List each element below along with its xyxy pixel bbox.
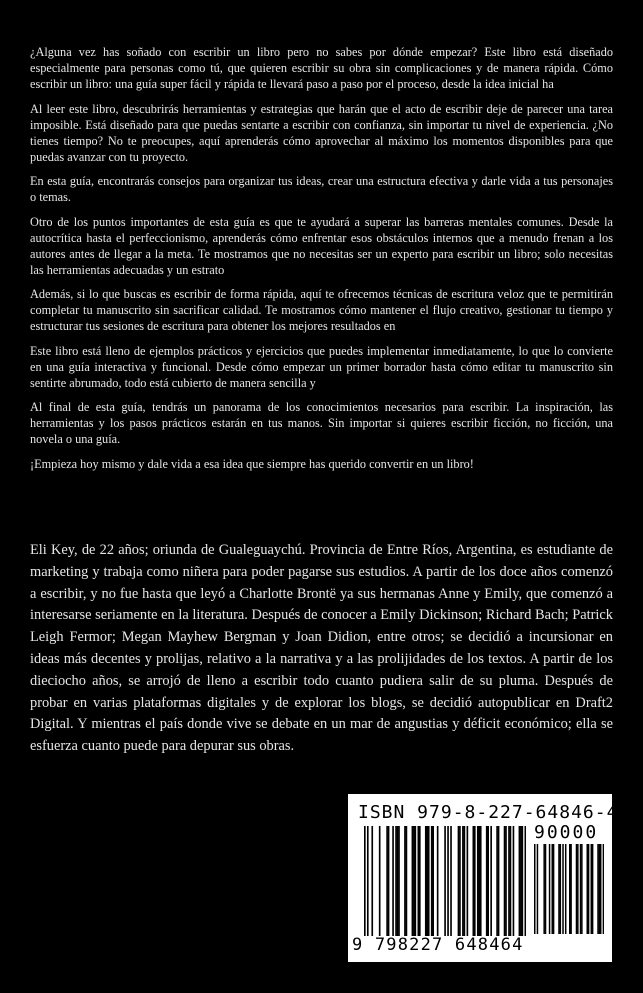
blurb-paragraph: Al final de esta guía, tendrás un panorama de los conocimientos necesarios para escribir. La inspiración, las herramientas y los pasos prácticos estarán en tus manos. Sin importar si quieres escribir ficción, no ficción, una novela o una guía. (30, 400, 613, 446)
blurb-paragraph: Este libro está lleno de ejemplos prácticos y ejercicios que puedes implementar inmediatamente, lo que lo convierte en una guía interactiva y funcional. Desde cómo empezar un primer borrador hasta cómo editar tu manuscrito sin sentirte abrumado, todo está cubierto de manera sencilla y (30, 343, 613, 390)
blurb-paragraph: ¡Empieza hoy mismo y dale vida a esa idea que siempre has querido convertir en un libro! (30, 456, 474, 471)
ean-number: 9 798227 648464 (352, 935, 524, 955)
blurb-paragraph: ¿Alguna vez has soñado con escribir un libro pero no sabes por dónde empezar? Este libro está diseñado especialmente para personas como tú, que quieren escribir su obra sin complicaciones y de manera rápida. Cómo escribir un libro: una guía super fácil y rápida te llevará paso a paso por el proceso, desde la idea inicial ha (30, 45, 613, 91)
blurb-paragraph: Al leer este libro, descubrirás herramientas y estrategias que harán que el acto de escribir deje de parecer una tarea imposible. Está diseñado para que puedas sentarte a escribir con confianza, sin importar tu nivel de experiencia. ¿No tienes tiempo? No te preocupes, aquí aprenderás cómo aprovechar al máximo los momentos disponibles para que puedas avanzar con tu proyecto. (30, 101, 613, 164)
blurb-paragraph: En esta guía, encontrarás consejos para organizar tus ideas, crear una estructura efectiva y darle vida a tus personajes o temas. (30, 174, 613, 204)
isbn-label: ISBN 979-8-227-64846-4 (358, 802, 619, 823)
price-addon-label: 90000 (534, 822, 599, 843)
author-bio (30, 540, 613, 758)
ean-barcode-bars (364, 826, 526, 936)
blurb-paragraph: Otro de los puntos importantes de esta guía es que te ayudará a superar las barreras mentales comunes. Desde la autocrítica hasta el perfeccionismo, aprenderás cómo enfrentar esos obstáculos internos que a menudo frenan a los autores antes de llegar a la meta. Te mostramos que no necesitas ser un experto para escribir un libro; solo necesitas las herramientas adecuadas y un estrato (30, 214, 613, 277)
isbn-barcode (348, 794, 619, 962)
blurb-paragraph: Además, si lo que buscas es escribir de forma rápida, aquí te ofrecemos técnicas de escritura veloz que te permitirán completar tu manuscrito sin sacrificar calidad. Te mostramos cómo mantener el flujo creativo, gestionar tu tiempo y estructurar tus sesiones de escritura para obtener los mejores resultados en (30, 287, 613, 333)
addon-barcode-bars (534, 844, 604, 934)
back-cover-blurb (30, 44, 613, 480)
author-bio-text: Eli Key, de 22 años; oriunda de Gualeguaychú. Provincia de Entre Ríos, Argentina, es estudiante de marketing y trabaja como niñera para poder pagarse sus estudios. A partir de los doce años comenzó a escribir, y no fue hasta que leyó a Charlotte Brontë ya sus hermanas Anne y Emily, que comenzó a interesarse seriamente en la literatura. Después de conocer a Emily Dickinson; Richard Bach; Patrick Leigh Fermor; Megan Mayhew Bergman y Joan Didion, entre otros; se decidió a incursionar en ideas más decentes y prolijas, relativo a la narrativa y a las prolijidades de los textos. A partir de los dieciocho años, se arrojó de lleno a escribir todo cuanto pudiera salir de su pluma. Después de probar en varias plataformas digitales y de explorar los blogs, se decidió autopublicar en Draft2 Digital. Y mientras el país donde vive se debate en un mar de angustias y déficit económico; ella se esfuerza cuanto puede para depurar sus obras. (30, 542, 613, 755)
